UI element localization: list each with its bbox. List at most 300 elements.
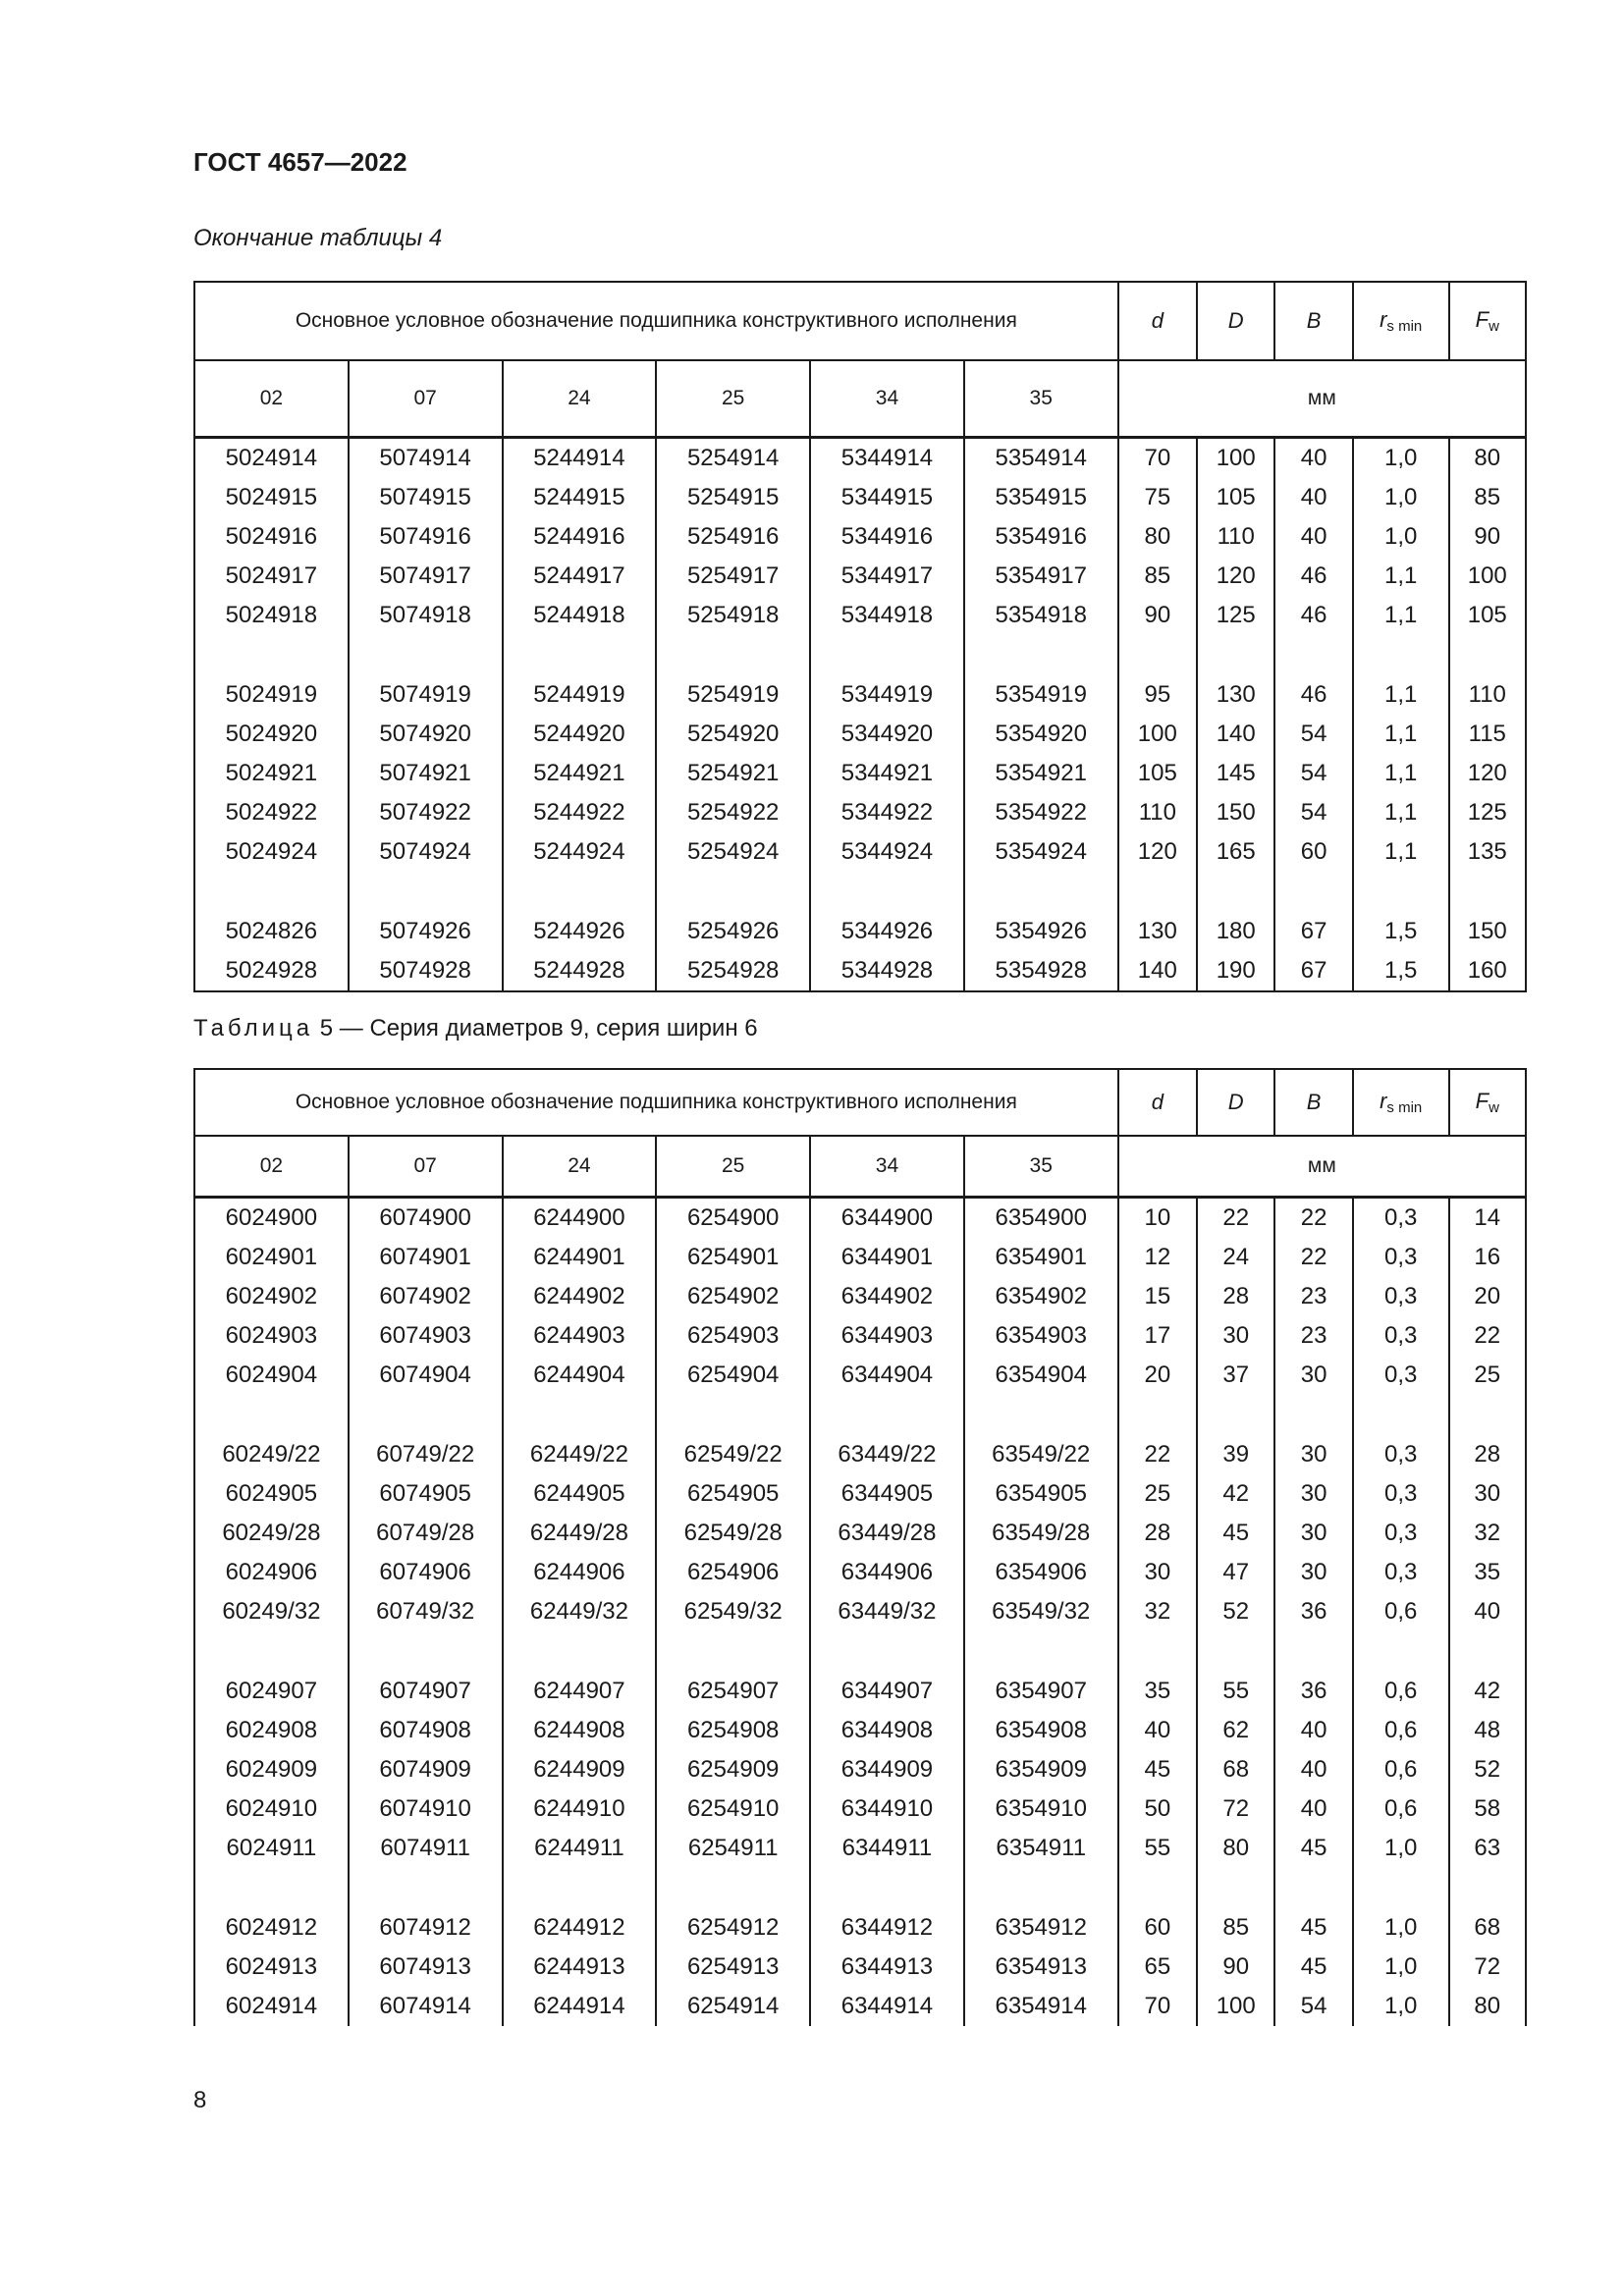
table-cell: 120: [1197, 557, 1274, 596]
table-cell: 1,1: [1353, 715, 1449, 754]
table-cell: 30: [1274, 1474, 1352, 1514]
table-cell: 68: [1197, 1750, 1274, 1789]
table-cell: 140: [1197, 715, 1274, 754]
table-cell: 5074920: [349, 715, 503, 754]
table-cell: 6074905: [349, 1474, 503, 1514]
table-cell: 1,0: [1353, 1948, 1449, 1987]
table-cell: 6244905: [503, 1474, 657, 1514]
table-cell: 23: [1274, 1316, 1352, 1356]
table-cell: 68: [1449, 1868, 1526, 1948]
table-cell: 6244910: [503, 1789, 657, 1829]
table-cell: 5244922: [503, 793, 657, 832]
table-cell: 62449/22: [503, 1395, 657, 1474]
table-cell: 5354922: [964, 793, 1118, 832]
table-cell: 95: [1118, 635, 1197, 715]
table-cell: 30: [1274, 1553, 1352, 1592]
table-cell: 42: [1449, 1631, 1526, 1711]
table-cell: 5024922: [194, 793, 349, 832]
table5-unit: мм: [1118, 1136, 1526, 1198]
table-cell: 48: [1449, 1711, 1526, 1750]
table5-header-B: B: [1274, 1069, 1352, 1136]
table-cell: 67: [1274, 951, 1352, 991]
table-cell: 100: [1449, 557, 1526, 596]
table-cell: 6244901: [503, 1238, 657, 1277]
table-cell: 6344911: [810, 1829, 964, 1868]
table-cell: 0,3: [1353, 1238, 1449, 1277]
table-cell: 63549/28: [964, 1514, 1118, 1553]
table-cell: 60749/28: [349, 1514, 503, 1553]
table-row: [194, 1829, 1526, 1868]
table-cell: 5074926: [349, 872, 503, 951]
table-cell: 6344912: [810, 1868, 964, 1948]
table-cell: 5354916: [964, 517, 1118, 557]
table-cell: 54: [1274, 754, 1352, 793]
table-cell: 75: [1118, 478, 1197, 517]
table-cell: 6254911: [656, 1829, 810, 1868]
table-cell: 6074910: [349, 1789, 503, 1829]
table-row: [194, 951, 1526, 991]
table-cell: 5244916: [503, 517, 657, 557]
table-cell: 62449/32: [503, 1592, 657, 1631]
table-cell: 1,0: [1353, 517, 1449, 557]
table-cell: 115: [1449, 715, 1526, 754]
table5: [193, 1068, 1527, 2026]
table-cell: 6244907: [503, 1631, 657, 1711]
table-cell: 5354917: [964, 557, 1118, 596]
table5-body: [194, 1198, 1526, 2027]
table-cell: 6344904: [810, 1356, 964, 1395]
table-row: [194, 1238, 1526, 1277]
table-row: [194, 1395, 1526, 1474]
table-cell: 15: [1118, 1277, 1197, 1316]
table-row: [194, 1631, 1526, 1711]
table5-caption-label: Таблица: [193, 1015, 314, 1041]
table-cell: 5024921: [194, 754, 349, 793]
table-cell: 6344906: [810, 1553, 964, 1592]
table-cell: 6254908: [656, 1711, 810, 1750]
table-cell: 62: [1197, 1711, 1274, 1750]
table-cell: 6074906: [349, 1553, 503, 1592]
table-cell: 5074924: [349, 832, 503, 872]
table-cell: 5254928: [656, 951, 810, 991]
table-cell: 6354900: [964, 1198, 1118, 1239]
table-cell: 5244928: [503, 951, 657, 991]
table-cell: 1,5: [1353, 872, 1449, 951]
table-cell: 6074904: [349, 1356, 503, 1395]
table-cell: 5344920: [810, 715, 964, 754]
table-cell: 5344918: [810, 596, 964, 635]
table-cell: 6354914: [964, 1987, 1118, 2026]
table-cell: 6354901: [964, 1238, 1118, 1277]
table-cell: 140: [1118, 951, 1197, 991]
table-cell: 90: [1197, 1948, 1274, 1987]
table-cell: 6344905: [810, 1474, 964, 1514]
table4-header-B: B: [1274, 282, 1352, 360]
table-cell: 1,1: [1353, 635, 1449, 715]
table-cell: 5244924: [503, 832, 657, 872]
table-cell: 30: [1449, 1474, 1526, 1514]
table-cell: 1,0: [1353, 438, 1449, 479]
table-cell: 6024911: [194, 1829, 349, 1868]
table-cell: 6354913: [964, 1948, 1118, 1987]
table-cell: 6024900: [194, 1198, 349, 1239]
table-cell: 110: [1449, 635, 1526, 715]
table-cell: 6074903: [349, 1316, 503, 1356]
table-cell: 6024906: [194, 1553, 349, 1592]
table-cell: 6254905: [656, 1474, 810, 1514]
table-cell: 5254924: [656, 832, 810, 872]
table-cell: 5254919: [656, 635, 810, 715]
table-cell: 5244920: [503, 715, 657, 754]
table-cell: 6354907: [964, 1631, 1118, 1711]
table-cell: 30: [1118, 1553, 1197, 1592]
table-cell: 60: [1274, 832, 1352, 872]
table-cell: 5074921: [349, 754, 503, 793]
table5-col-code: 34: [810, 1136, 964, 1198]
table-cell: 52: [1449, 1750, 1526, 1789]
table-cell: 5024920: [194, 715, 349, 754]
table-cell: 6074902: [349, 1277, 503, 1316]
table-cell: 5074917: [349, 557, 503, 596]
table-cell: 32: [1449, 1514, 1526, 1553]
table5-col-code: 07: [349, 1136, 503, 1198]
table-cell: 6254903: [656, 1316, 810, 1356]
table-row: [194, 1356, 1526, 1395]
table-cell: 6254902: [656, 1277, 810, 1316]
table-cell: 5074922: [349, 793, 503, 832]
table-cell: 6244908: [503, 1711, 657, 1750]
table-cell: 6254900: [656, 1198, 810, 1239]
table-row: [194, 872, 1526, 951]
table-cell: 1,1: [1353, 754, 1449, 793]
table-cell: 14: [1449, 1198, 1526, 1239]
table-cell: 5344919: [810, 635, 964, 715]
table-cell: 60249/28: [194, 1514, 349, 1553]
table-cell: 70: [1118, 1987, 1197, 2026]
table-cell: 1,1: [1353, 557, 1449, 596]
table-cell: 6244906: [503, 1553, 657, 1592]
table-cell: 6344908: [810, 1711, 964, 1750]
table4-caption: Окончание таблицы 4: [193, 225, 443, 251]
table-cell: 12: [1118, 1238, 1197, 1277]
table5-header-F: [1449, 1069, 1526, 1136]
table-cell: 6074912: [349, 1868, 503, 1948]
table-row: [194, 1987, 1526, 2026]
table4-col-code: 34: [810, 360, 964, 438]
table-cell: 5344924: [810, 832, 964, 872]
table-cell: 6024910: [194, 1789, 349, 1829]
table-cell: 55: [1197, 1631, 1274, 1711]
table-cell: 6244903: [503, 1316, 657, 1356]
table-cell: 5024919: [194, 635, 349, 715]
table-cell: 63449/28: [810, 1514, 964, 1553]
table-cell: 72: [1197, 1789, 1274, 1829]
table-cell: 36: [1274, 1631, 1352, 1711]
table-cell: 5024917: [194, 557, 349, 596]
table-cell: 6254912: [656, 1868, 810, 1948]
table5-header-r-main: r: [1380, 1089, 1387, 1113]
table-row: [194, 1868, 1526, 1948]
table-cell: 0,3: [1353, 1514, 1449, 1553]
table-row: [194, 1750, 1526, 1789]
table-cell: 0,6: [1353, 1750, 1449, 1789]
table-cell: 6024909: [194, 1750, 349, 1789]
table5-header-F-main: F: [1475, 1089, 1489, 1113]
table-cell: 6354904: [964, 1356, 1118, 1395]
table-cell: 23: [1274, 1277, 1352, 1316]
table-cell: 85: [1197, 1868, 1274, 1948]
table5-caption: [193, 1015, 758, 1042]
table4-col-code: 25: [656, 360, 810, 438]
table-cell: 6244912: [503, 1868, 657, 1948]
table-cell: 6024904: [194, 1356, 349, 1395]
table-cell: 6354905: [964, 1474, 1118, 1514]
table-cell: 6244902: [503, 1277, 657, 1316]
table-cell: 20: [1118, 1356, 1197, 1395]
table-cell: 6354911: [964, 1829, 1118, 1868]
table-cell: 6344909: [810, 1750, 964, 1789]
table-cell: 0,6: [1353, 1592, 1449, 1631]
table-cell: 5254918: [656, 596, 810, 635]
table-row: [194, 517, 1526, 557]
table-cell: 6354902: [964, 1277, 1118, 1316]
table-cell: 5344916: [810, 517, 964, 557]
table-row: [194, 832, 1526, 872]
table-cell: 5074914: [349, 438, 503, 479]
table-cell: 60749/22: [349, 1395, 503, 1474]
table-cell: 5074919: [349, 635, 503, 715]
table-cell: 1,1: [1353, 832, 1449, 872]
table-cell: 5254914: [656, 438, 810, 479]
table-cell: 6244900: [503, 1198, 657, 1239]
table-cell: 6354906: [964, 1553, 1118, 1592]
table-cell: 6354909: [964, 1750, 1118, 1789]
table4-col-code: 07: [349, 360, 503, 438]
table-cell: 6344902: [810, 1277, 964, 1316]
table-cell: 6254901: [656, 1238, 810, 1277]
table-row: [194, 1198, 1526, 1239]
table4-header-F-main: F: [1475, 307, 1489, 332]
table5-col-code: 35: [964, 1136, 1118, 1198]
table-cell: 6074901: [349, 1238, 503, 1277]
table-cell: 60249/22: [194, 1395, 349, 1474]
table-cell: 1,1: [1353, 793, 1449, 832]
table-cell: 6244911: [503, 1829, 657, 1868]
table-cell: 5344917: [810, 557, 964, 596]
table-row: [194, 1592, 1526, 1631]
table-cell: 5354919: [964, 635, 1118, 715]
table-cell: 5074915: [349, 478, 503, 517]
table-cell: 6254909: [656, 1750, 810, 1789]
table-cell: 125: [1449, 793, 1526, 832]
table-cell: 62549/22: [656, 1395, 810, 1474]
table-cell: 63449/22: [810, 1395, 964, 1474]
table5-col-code: 25: [656, 1136, 810, 1198]
table-cell: 1,0: [1353, 1829, 1449, 1868]
table4-header-F: [1449, 282, 1526, 360]
table5-caption-text: 5 — Серия диаметров 9, серия ширин 6: [319, 1015, 758, 1041]
table-row: [194, 596, 1526, 635]
table4-header-F-sub: w: [1489, 318, 1499, 335]
table-cell: 5244915: [503, 478, 657, 517]
table-cell: 6074908: [349, 1711, 503, 1750]
table-cell: 65: [1118, 1948, 1197, 1987]
document-title: ГОСТ 4657—2022: [193, 147, 407, 177]
table-cell: 150: [1197, 793, 1274, 832]
table-cell: 28: [1197, 1277, 1274, 1316]
table-cell: 54: [1274, 793, 1352, 832]
table4-col-code: 35: [964, 360, 1118, 438]
table-cell: 54: [1274, 1987, 1352, 2026]
table-cell: 5024928: [194, 951, 349, 991]
table-cell: 0,3: [1353, 1316, 1449, 1356]
table-row: [194, 557, 1526, 596]
table-cell: 62549/28: [656, 1514, 810, 1553]
table-cell: 1,0: [1353, 1987, 1449, 2026]
table-cell: 30: [1274, 1514, 1352, 1553]
table-cell: 80: [1118, 517, 1197, 557]
table-cell: 1,5: [1353, 951, 1449, 991]
table-cell: 40: [1274, 1789, 1352, 1829]
table-cell: 135: [1449, 832, 1526, 872]
table-cell: 45: [1274, 1948, 1352, 1987]
table-cell: 62449/28: [503, 1514, 657, 1553]
table-cell: 0,3: [1353, 1198, 1449, 1239]
table-cell: 130: [1197, 635, 1274, 715]
table-cell: 105: [1449, 596, 1526, 635]
table-cell: 6244909: [503, 1750, 657, 1789]
table-cell: 0,6: [1353, 1789, 1449, 1829]
table-cell: 30: [1197, 1316, 1274, 1356]
table-cell: 60: [1118, 1868, 1197, 1948]
table-cell: 6344914: [810, 1987, 964, 2026]
table-cell: 6344901: [810, 1238, 964, 1277]
table-cell: 5244919: [503, 635, 657, 715]
table4-body: [194, 438, 1526, 992]
table-cell: 6254904: [656, 1356, 810, 1395]
table-cell: 125: [1197, 596, 1274, 635]
table-cell: 58: [1449, 1789, 1526, 1829]
table-cell: 6254914: [656, 1987, 810, 2026]
table-cell: 0,3: [1353, 1356, 1449, 1395]
table5-header-F-sub: w: [1489, 1099, 1499, 1116]
table-cell: 55: [1118, 1829, 1197, 1868]
table-cell: 6344913: [810, 1948, 964, 1987]
table-cell: 6024908: [194, 1711, 349, 1750]
table-cell: 90: [1118, 596, 1197, 635]
table-cell: 0,6: [1353, 1711, 1449, 1750]
table-cell: 32: [1118, 1592, 1197, 1631]
table5-header-r: [1353, 1069, 1449, 1136]
table-cell: 5074928: [349, 951, 503, 991]
table-cell: 63549/32: [964, 1592, 1118, 1631]
table-cell: 6244914: [503, 1987, 657, 2026]
table-cell: 6354910: [964, 1789, 1118, 1829]
table-cell: 5254922: [656, 793, 810, 832]
table-cell: 5344915: [810, 478, 964, 517]
table-cell: 6024913: [194, 1948, 349, 1987]
table4-header-r: [1353, 282, 1449, 360]
table-cell: 45: [1274, 1868, 1352, 1948]
table-cell: 5024914: [194, 438, 349, 479]
table-cell: 22: [1118, 1395, 1197, 1474]
table-cell: 105: [1197, 478, 1274, 517]
table-cell: 180: [1197, 872, 1274, 951]
table5-header-d: d: [1118, 1069, 1197, 1136]
table-cell: 6344910: [810, 1789, 964, 1829]
table-cell: 6344900: [810, 1198, 964, 1239]
table-cell: 54: [1274, 715, 1352, 754]
table-cell: 22: [1197, 1198, 1274, 1239]
table-cell: 100: [1197, 1987, 1274, 2026]
table-row: [194, 1474, 1526, 1514]
table-row: [194, 438, 1526, 479]
table-cell: 80: [1197, 1829, 1274, 1868]
table-row: [194, 1316, 1526, 1356]
table-cell: 46: [1274, 635, 1352, 715]
table-cell: 150: [1449, 872, 1526, 951]
table4-header-r-main: r: [1380, 307, 1387, 332]
table-cell: 5254917: [656, 557, 810, 596]
table-cell: 1,0: [1353, 1868, 1449, 1948]
table-cell: 39: [1197, 1395, 1274, 1474]
table-cell: 6244913: [503, 1948, 657, 1987]
table-cell: 6024901: [194, 1238, 349, 1277]
table-cell: 45: [1197, 1514, 1274, 1553]
table-cell: 5354921: [964, 754, 1118, 793]
table5-header-D: D: [1197, 1069, 1274, 1136]
table-cell: 110: [1118, 793, 1197, 832]
table4-col-code: 24: [503, 360, 657, 438]
table5-main-header: Основное условное обозначение подшипника конструктивного исполнения: [194, 1069, 1118, 1136]
table-cell: 145: [1197, 754, 1274, 793]
table-cell: 0,3: [1353, 1553, 1449, 1592]
table-cell: 6354912: [964, 1868, 1118, 1948]
table-cell: 100: [1197, 438, 1274, 479]
table-cell: 6344903: [810, 1316, 964, 1356]
table-row: [194, 1711, 1526, 1750]
table-cell: 5254926: [656, 872, 810, 951]
table-cell: 6024905: [194, 1474, 349, 1514]
table-cell: 52: [1197, 1592, 1274, 1631]
table-cell: 40: [1274, 1750, 1352, 1789]
table4-unit: мм: [1118, 360, 1526, 438]
table-cell: 5024826: [194, 872, 349, 951]
table5-col-code: 02: [194, 1136, 349, 1198]
table-cell: 6074907: [349, 1631, 503, 1711]
table-cell: 28: [1118, 1514, 1197, 1553]
table-cell: 90: [1449, 517, 1526, 557]
table-cell: 5344921: [810, 754, 964, 793]
table-row: [194, 635, 1526, 715]
table-cell: 40: [1118, 1711, 1197, 1750]
table-cell: 0,3: [1353, 1474, 1449, 1514]
table-cell: 100: [1118, 715, 1197, 754]
table-cell: 5354920: [964, 715, 1118, 754]
table-cell: 1,1: [1353, 596, 1449, 635]
table-cell: 40: [1274, 438, 1352, 479]
table-row: [194, 478, 1526, 517]
table-cell: 46: [1274, 596, 1352, 635]
table-cell: 35: [1118, 1631, 1197, 1711]
table-cell: 25: [1449, 1356, 1526, 1395]
table-cell: 20: [1449, 1277, 1526, 1316]
table-row: [194, 1948, 1526, 1987]
table-cell: 28: [1449, 1395, 1526, 1474]
table-cell: 40: [1274, 478, 1352, 517]
table-cell: 45: [1118, 1750, 1197, 1789]
table-row: [194, 793, 1526, 832]
